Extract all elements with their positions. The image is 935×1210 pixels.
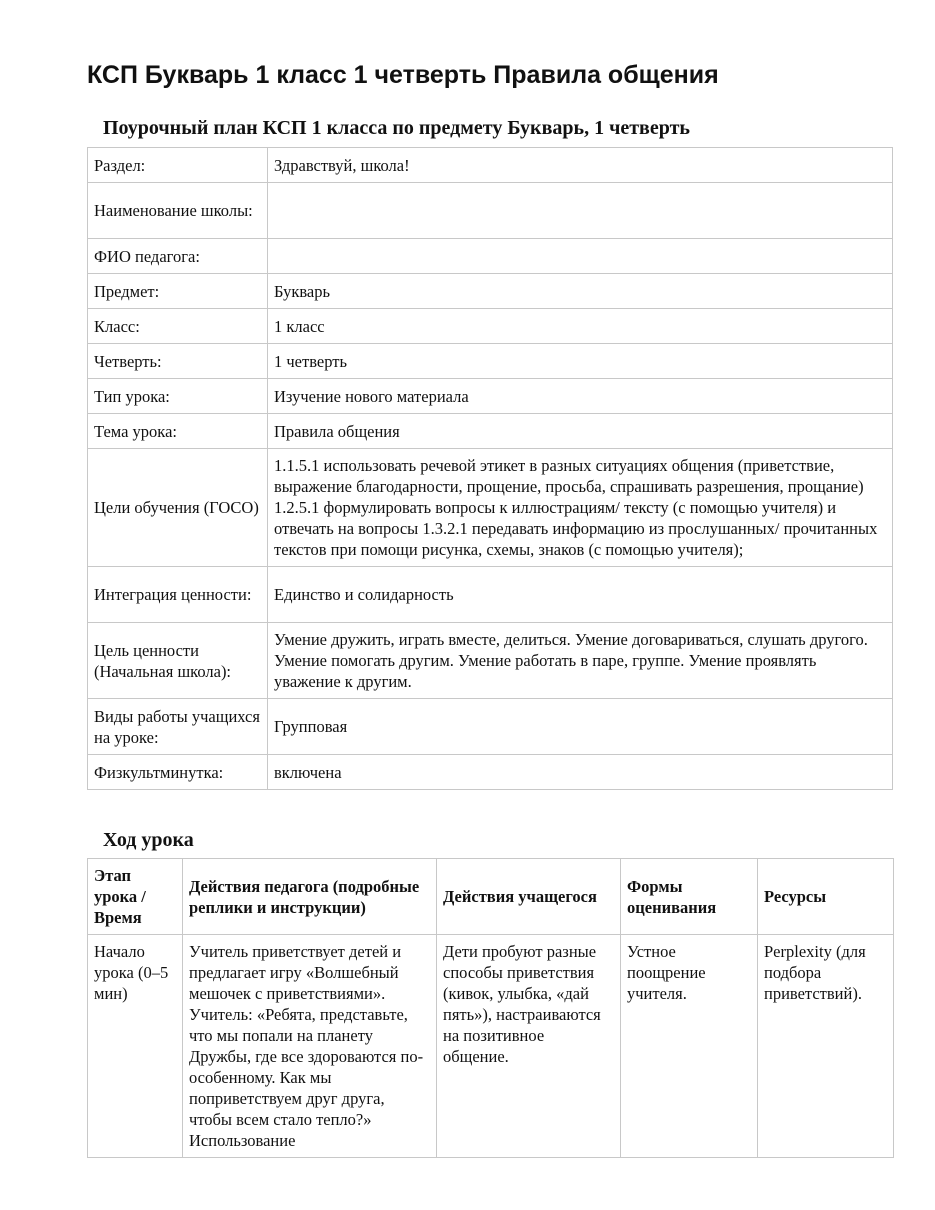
- info-label-value-integration: Интеграция ценности:: [88, 567, 268, 623]
- table-row: [88, 183, 893, 239]
- table-row: [88, 239, 893, 274]
- info-value-value-goal: Умение дружить, играть вместе, делиться. Умение договариваться, слушать другого. Умение помогать другим. Умение работать в паре, группе. Умение проявлять уважение к другим.: [268, 623, 893, 699]
- table-row: [88, 414, 893, 449]
- column-header-assessment: Формы оценивания: [621, 859, 758, 935]
- page-title: КСП Букварь 1 класс 1 четверть Правила общения: [87, 61, 719, 89]
- table-row: [88, 755, 893, 790]
- cell-assessment: Устное поощрение учителя.: [621, 935, 758, 1158]
- plan-heading: Поурочный план КСП 1 класса по предмету Букварь, 1 четверть: [103, 117, 690, 139]
- cell-stage: Начало урока (0–5 мин): [88, 935, 183, 1158]
- table-row: [88, 449, 893, 567]
- info-label-grade: Класс:: [88, 309, 268, 344]
- info-value-grade: 1 класс: [268, 309, 893, 344]
- info-label-school: Наименование школы:: [88, 183, 268, 239]
- info-label-lesson-topic: Тема урока:: [88, 414, 268, 449]
- info-value-section: Здравствуй, школа!: [268, 148, 893, 183]
- info-label-subject: Предмет:: [88, 274, 268, 309]
- lesson-flow-table: [87, 858, 894, 1158]
- info-label-goals: Цели обучения (ГОСО): [88, 449, 268, 567]
- cell-teacher-actions: Учитель приветствует детей и предлагает игру «Волшебный мешочек с приветствиями». Учитель: «Ребята, представьте, что мы попали на планету Дружбы, где все здороваются по-особенному. Как мы поприветствуем друг друга, чтобы всем стало тепло?» Использование: [183, 935, 437, 1158]
- info-value-school: [268, 183, 893, 239]
- info-label-lesson-type: Тип урока:: [88, 379, 268, 414]
- table-row: [88, 379, 893, 414]
- table-row: [88, 935, 894, 1158]
- info-value-teacher: [268, 239, 893, 274]
- column-header-student-actions: Действия учащегося: [437, 859, 621, 935]
- table-row: [88, 567, 893, 623]
- info-value-subject: Букварь: [268, 274, 893, 309]
- table-row: [88, 309, 893, 344]
- info-value-lesson-type: Изучение нового материала: [268, 379, 893, 414]
- info-value-work-types: Групповая: [268, 699, 893, 755]
- info-label-quarter: Четверть:: [88, 344, 268, 379]
- table-row: [88, 274, 893, 309]
- info-label-teacher: ФИО педагога:: [88, 239, 268, 274]
- info-value-lesson-topic: Правила общения: [268, 414, 893, 449]
- info-value-value-integration: Единство и солидарность: [268, 567, 893, 623]
- lesson-flow-heading: Ход урока: [103, 829, 194, 851]
- column-header-resources: Ресурсы: [758, 859, 894, 935]
- info-label-exercise-break: Физкультминутка:: [88, 755, 268, 790]
- cell-resources: Perplexity (для подбора приветствий).: [758, 935, 894, 1158]
- column-header-teacher-actions: Действия педагога (подробные реплики и инструкции): [183, 859, 437, 935]
- lesson-info-table: [87, 147, 893, 790]
- column-header-stage: Этап урока / Время: [88, 859, 183, 935]
- table-row: [88, 623, 893, 699]
- info-label-value-goal: Цель ценности (Начальная школа):: [88, 623, 268, 699]
- table-header-row: [88, 859, 894, 935]
- table-row: [88, 699, 893, 755]
- cell-student-actions: Дети пробуют разные способы приветствия (кивок, улыбка, «дай пять»), настраиваются на позитивное общение.: [437, 935, 621, 1158]
- info-value-goals: 1.1.5.1 использовать речевой этикет в разных ситуациях общения (приветствие, выражение благодарности, прощение, просьба, спрашивать разрешения, прощание) 1.2.5.1 формулировать вопросы к иллюстрациям/ тексту (с помощью учителя) и отвечать на вопросы 1.3.2.1 передавать информацию из прослушанных/ прочитанных текстов при помощи рисунка, схемы, знаков (с помощью учителя);: [268, 449, 893, 567]
- table-row: [88, 148, 893, 183]
- info-label-work-types: Виды работы учащихся на уроке:: [88, 699, 268, 755]
- info-value-quarter: 1 четверть: [268, 344, 893, 379]
- info-value-exercise-break: включена: [268, 755, 893, 790]
- info-label-section: Раздел:: [88, 148, 268, 183]
- table-row: [88, 344, 893, 379]
